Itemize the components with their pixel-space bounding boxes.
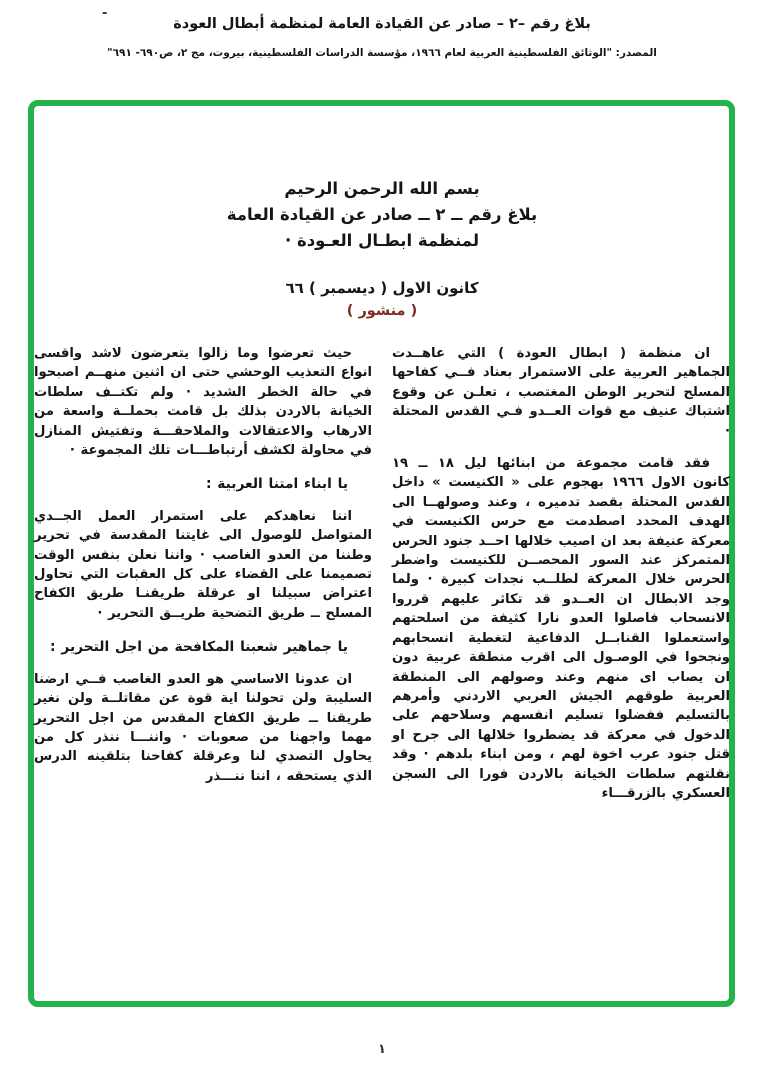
document-title-block (0, 176, 764, 254)
document-header-title: بلاغ رقم –٢ – صادر عن القيادة العامة لمنظمة أبطال العودة (173, 16, 591, 32)
paragraph: حيث تعرضوا وما زالوا يتعرضون لاشد واقسى انواع التعذيب الوحشي حتى ان اثنين منهــم اصبحوا في حالة الخطر الشديد · ولم تكتــف سلطات الخيانة بالاردن بذلك بل قامت بحملــة واسعة من الارهاب والاعتقالات والملاحقـــة وتفتيش المنازل في محاولة لكشف أرتباطـــات تلك المجموعة · (34, 346, 372, 459)
paragraph: اننا نعاهدكم على استمرار العمل الجــدي المتواصل للوصول الى غايتنا المقدسة في تحرير وطننا من العدو الغاصب · واننا نعلن بنفس الوقت تصميمنا على القضاء على كل العقبات التي تحاول اعتراض سبيلنا او عرقلة طريقنـا طريق الكفاح المسلح ــ طريق التضحية طريــق التحرير · (34, 508, 372, 621)
communique-title-line-2: لمنظمة ابطـال العـودة · (284, 231, 480, 250)
basmala-line: بسم الله الرحمن الرحيم (284, 179, 480, 198)
paragraph: ان منظمة ( ابطال العودة ) التي عاهــدت الجماهير العربية على الاستمرار بعناد فــي كفاحها المسلح لتحرير الوطن المغتصب ، تعلـن عن وقوع اشتباك عنيف مع قوات العــدو فـي القدس المحتلة · (392, 346, 730, 439)
column-right (392, 344, 730, 816)
section-heading: يا ابناء امتنا العربية : (205, 476, 348, 493)
paragraph: ان عدونا الاساسي هو العدو الغاصب فــي ارضنا السليبة ولن تحولنا اية قوة عن مقاتلــة ولن نغير طريقنا ــ طريق الكفاح المقدس من اجل التحرير مهما واجهنا من صعوبات · واننـــا ننذر كل من يحاول التصدي لنا وعرقلة كفاحنا بتلقينه الدرس الذي يستحقه ، اننا ننـــذر (34, 671, 372, 784)
communique-title-line-1: بلاغ رقم ــ ٢ ــ صادر عن القيادة العامة (226, 205, 538, 224)
paragraph: فقد قامت مجموعة من ابنائها ليل ١٨ ــ ١٩ كانون الاول ١٩٦٦ بهجوم على « الكنيست » داخل القدس المحتلة بقصد تدميره ، وعند وصولهــا الى الهدف المحدد اصطدمت مع حرس الكنيست في معركة عنيفة بعد ان اصيب خلالها احــد جنود الحرس المتمركز عند السور المحصــن للكنيست واضطر الحرس خلال المعركة لطلــب نجدات كبيرة · ولما وجد الابطال ان العــدو قد تكاثر عليهم قرروا الانسحاب فاصلوا العدو نارا كثيفة من اسلحتهم واستعملوا القنابــل الدفاعية لتغطية انسحابهم ونجحوا في الوصـول الى اقرب منطقة عربية دون ان يصاب اى منهم وعند وصولهم الى المنطقة العربية طوقهم الجيش العربي الاردني وأمرهم بالتسليم ففضلوا تسليم انفسهم وسلاحهم على الدخول في معركة قد يضطروا خلالها الى جرح او قتل جنود عرب اخوة لهم ، ومن ابناء بلدهم · وقد نقلتهم سلطات الخيانة بالاردن فورا الى السجن العسكري بالزرقـــاء (392, 456, 730, 801)
two-column-body (34, 344, 730, 816)
page-number: ١ (378, 1042, 386, 1057)
scan-mark: - (102, 6, 108, 21)
column-left (34, 344, 372, 816)
date-line: كانون الاول ( ديسمبر ) ٦٦ (285, 279, 479, 297)
document-source-line: المصدر: "الوثائق الفلسطينية العربية لعام ١٩٦٦، مؤسسة الدراسات الفلسطينية، بيروت، مج ٢، ص٦٩٠- ٦٩١" (107, 47, 657, 59)
section-heading: يا جماهير شعبنا المكافحة من اجل التحرير : (50, 639, 348, 656)
published-label: ( منشور ) (346, 303, 418, 319)
